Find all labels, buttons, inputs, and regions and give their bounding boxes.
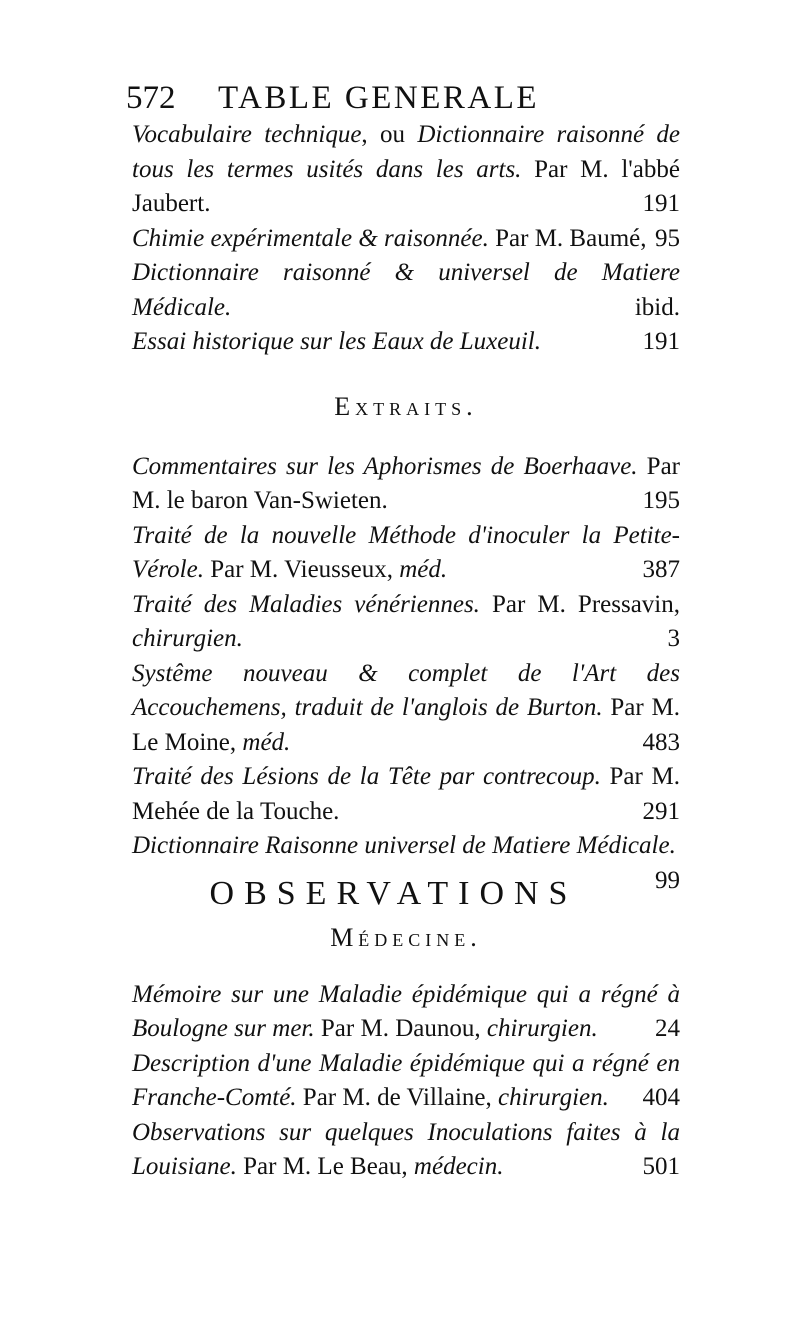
entry-page: 404: [642, 1084, 680, 1111]
page-number: 572: [126, 80, 176, 116]
entry-title: Description d'une Maladie épidémique qui a régné en Franche-Comté.: [132, 1049, 680, 1111]
entry-page: 95: [655, 224, 680, 252]
entry-author: Par M. Baumé,: [488, 224, 647, 252]
entry-author: Par M. de Villaine,: [296, 1084, 499, 1111]
index-entry: [132, 760, 680, 829]
entry-page: 99: [655, 866, 680, 894]
entry-title: Essai historique sur les Eaux de Luxeuil.: [132, 328, 541, 355]
entry-page: 3: [667, 625, 680, 652]
entry-title: Observations sur quelques Inoculations faites à la Louisiane.: [132, 1118, 680, 1180]
entry-role: méd.: [242, 728, 291, 756]
section-heading-extraits: Extraits.: [334, 391, 478, 421]
entry-role: chirurgien.: [498, 1084, 609, 1111]
table-body: [132, 118, 680, 1185]
entry-title: Mémoire sur une Maladie épidémique qui a régné à Boulogne sur mer.: [132, 980, 680, 1042]
entry-title: Traité des Lésions de la Tête par contrecoup.: [132, 763, 601, 790]
entry-title: Chimie expérimentale & raisonnée.: [132, 224, 489, 252]
running-title: TABLE GENERALE: [218, 80, 540, 116]
entry-page: 191: [642, 190, 680, 217]
entry-author: Par M. Le Moine,: [132, 694, 680, 756]
index-entry: [132, 519, 680, 588]
entry-author: Par M. Daunou,: [314, 1015, 487, 1042]
entry-title-alt: Dictionnaire raisonné de tous les termes usités dans les arts.: [132, 121, 680, 183]
entry-title: Commentaires sur les Aphorismes de Boerhaave.: [132, 452, 638, 480]
entry-page: 195: [642, 487, 680, 514]
index-entry: [132, 118, 680, 222]
entry-page: 24: [655, 1015, 680, 1042]
entry-role: chirurgien.: [486, 1015, 598, 1042]
index-entry: [132, 1116, 680, 1185]
entry-page: ibid.: [634, 293, 680, 321]
page-header: [126, 78, 686, 118]
entry-author: Par M. Le Beau,: [236, 1153, 414, 1180]
entry-title: Traité des Maladies vénériennes.: [132, 590, 480, 618]
entry-title: Dictionnaire Raisonne universel de Matiere Médicale.: [132, 832, 676, 859]
index-entry: [132, 657, 680, 761]
entry-role: méd.: [399, 556, 448, 583]
entry-page: 483: [642, 728, 680, 756]
entry-author: Par M. le baron Van-Swieten.: [132, 452, 680, 514]
entry-role: médecin.: [413, 1153, 504, 1180]
entry-connector: , ou: [361, 121, 418, 148]
entry-author: Par M. l'abbé Jaubert.: [132, 155, 680, 217]
entry-role: chirurgien.: [132, 625, 243, 652]
entry-page: 291: [642, 797, 680, 825]
index-entry: [132, 588, 680, 657]
index-entry: [132, 222, 680, 257]
index-entry: [132, 325, 680, 360]
entry-title: Vocabulaire technique: [132, 121, 362, 148]
section-heading-observations: OBSERVATIONS: [209, 874, 578, 912]
entry-title: Dictionnaire raisonné & universel de Matiere Médicale.: [132, 259, 680, 321]
index-entry: [132, 978, 680, 1047]
entry-page: 191: [642, 328, 680, 355]
entry-title: Systême nouveau & complet de l'Art des Accouchemens, traduit de l'anglois de Burton.: [132, 659, 680, 721]
entry-title: Traité de la nouvelle Méthode d'inoculer la Petite-Vérole.: [132, 521, 680, 583]
entry-author: Par M. Vieusseux,: [203, 556, 400, 583]
entry-page: 387: [642, 556, 680, 583]
index-entry: [132, 450, 680, 519]
entry-page: 501: [642, 1153, 680, 1180]
entry-author: Par M. Mehée de la Touche.: [132, 763, 680, 825]
index-entry: [132, 256, 680, 325]
index-entry: [132, 1047, 680, 1116]
entry-author: Par M. Pressavin,: [479, 590, 680, 618]
section-subheading-medecine: Médecine.: [330, 922, 482, 952]
